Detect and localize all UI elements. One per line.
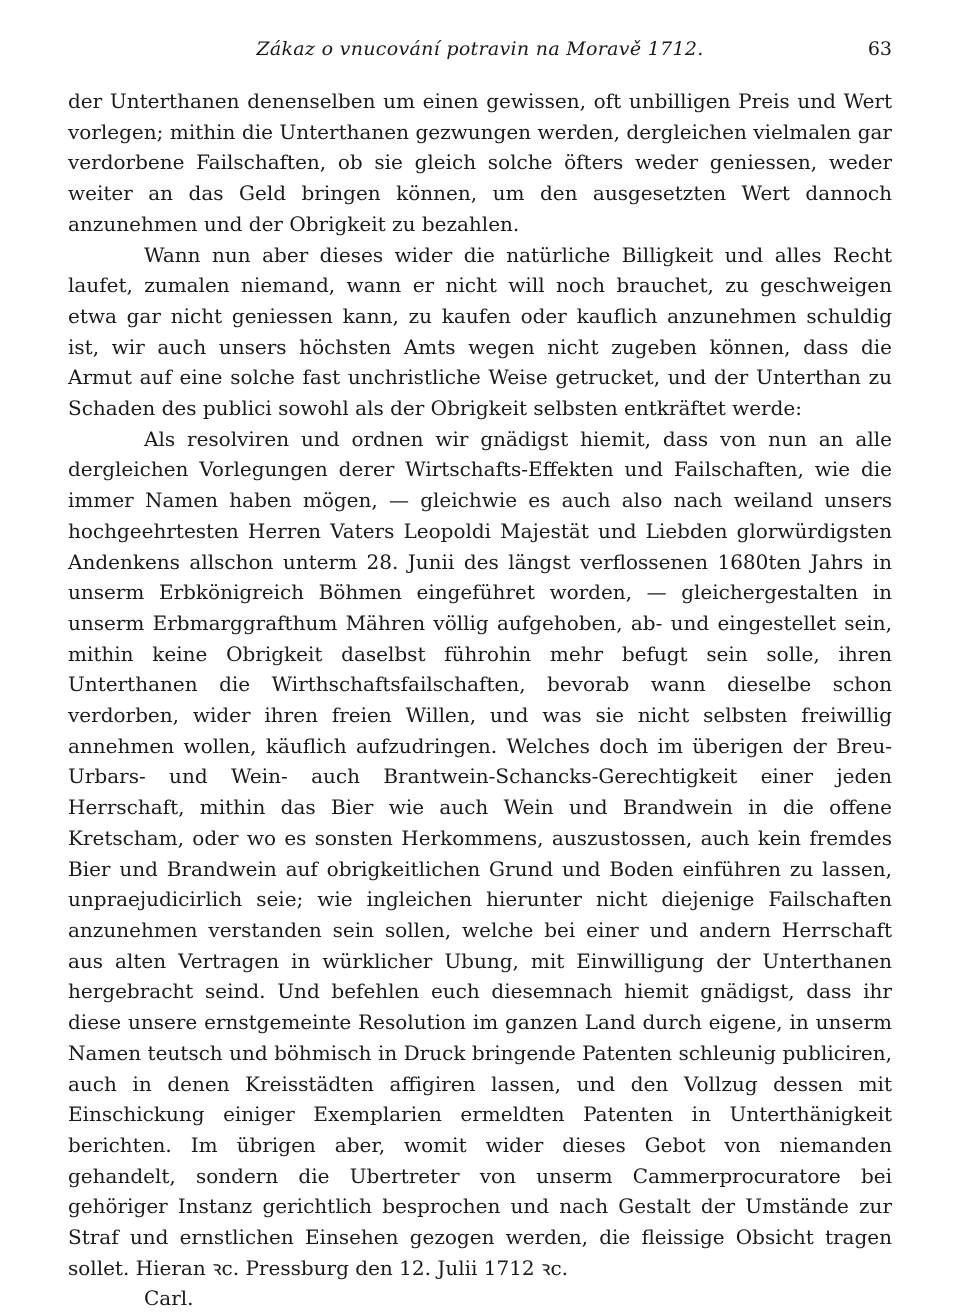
running-header [68,38,892,68]
paragraph-resolution: Als resolviren und ordnen wir gnädigst hiemit, dass von nun an alle dergleichen Vorlegungen derer Wirtschafts-Effekten und Failschaften, wie die immer Namen haben mögen, — gleichwie es auch also nach weiland unsers hochgeehrtesten Herren Vaters Leopoldi Majestät und Liebden glorwürdigsten Andenkens allschon unterm 28. Junii des längst verflossenen 1680ten Jahrs in unserm Erbkönigreich Böhmen eingeführet worden, — gleichergestalten in unserm Erbmarggrafthum Mähren völlig aufgehoben, ab- und eingestellet sein, mithin keine Obrigkeit daselbst führohin mehr befugt sein solle, ihren Unterthanen die Wirthschaftsfailschaften, bevorab wann dieselbe schon verdorben, wider ihren freien Willen, und was sie nicht selbsten freiwillig annehmen wollen, käuflich aufzudringen. Welches doch im überigen der Breu-Urbars- und Wein- auch Brantwein-Schancks-Gerechtigkeit einer jeden Herrschaft, mithin das Bier wie auch Wein und Brandwein in die offene Kretscham, oder wo es sonsten Herkommens, auszustossen, auch kein fremdes Bier und Brandwein auf obrigkeitlichen Grund und Boden einführen zu lassen, unpraejudicirlich seie; wie ingleichen hierunter nicht diejenige Failschaften anzunehmen verstanden sein sollen, welche bei einer und andern Herrschaft aus alten Vertragen in würklicher Ubung, mit Einwilligung der Unterthanen hergebracht seind. Und befehlen euch diesemnach hiemit gnädigst, dass ihr diese unsere ernstgemeinte Resolution im ganzen Land durch eigene, in unserm Namen teutsch und böhmisch in Druck bringende Patenten schleunig publiciren, auch in denen Kreisstädten affigiren lassen, und den Vollzug dessen mit Einschickung einiger Exemplarien ermeldten Patenten in Unterthänigkeit berichten. Im übrigen aber, womit wider dieses Gebot von niemanden gehandelt, sondern die Ubertreter von unserm Cammerprocuratore bei gehöriger Instanz gerichtlich besprochen und nach Gestalt der Umstände zur Straf und ernstlichen Einsehen gezogen werden, die fleissige Obsicht tragen sollet. Hieran ꝛc. Pressburg den 12. Julii 1712 ꝛc. [68,426,892,1280]
page-number: 63 [867,38,892,60]
paragraph-whereas: Wann nun aber dieses wider die natürliche Billigkeit und alles Recht laufet, zumalen niemand, wann er nicht will noch brauchet, zu geschweigen etwa gar nicht geniessen kann, zu kaufen oder kauflich anzunehmen schuldig ist, wir auch unsers höchsten Amts wegen nicht zugeben können, dass die Armut auf eine solche fast unchristliche Weise getrucket, und der Unterthan zu Schaden des publici sowohl als der Obrigkeit selbsten entkräftet werde: [68,242,892,421]
body-text [68,86,892,1314]
running-title: Zákaz o vnucování potravin na Moravě 1712. [256,38,704,60]
paragraph-continuation: der Unterthanen denenselben um einen gewissen, oft unbilligen Preis und Wert vorlegen; mithin die Unterthanen gezwungen werden, dergleichen vielmalen gar verdorbene Failschaften, ob sie gleich solche öfters weder geniessen, weder weiter an das Geld bringen können, um den ausgesetzten Wert dannoch anzunehmen und der Obrigkeit zu bezahlen. [68,89,892,236]
signature: Carl. [144,1286,194,1311]
